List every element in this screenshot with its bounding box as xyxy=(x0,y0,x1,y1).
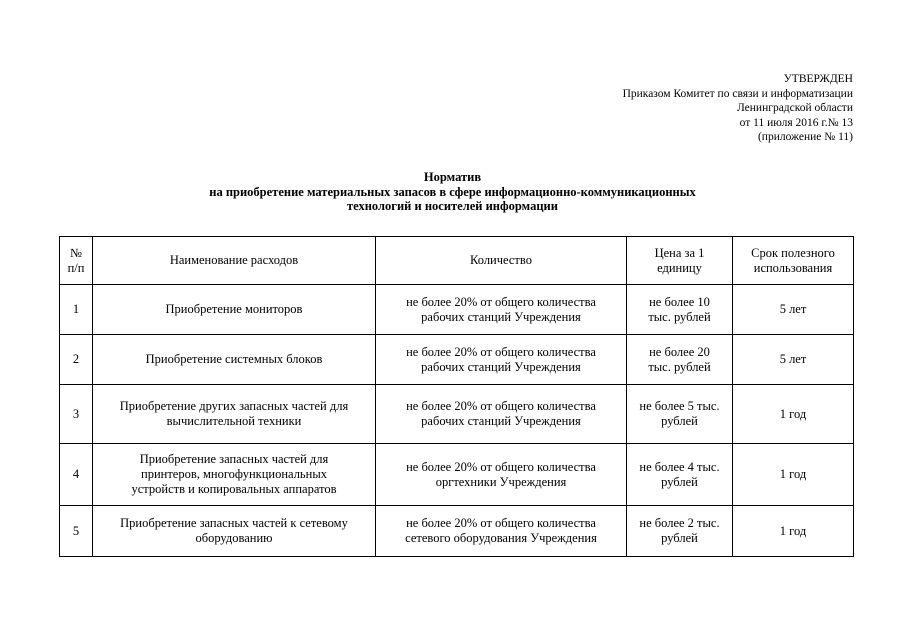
cell-text: не более 2 тыс. xyxy=(639,516,720,530)
header-price xyxy=(627,237,733,285)
cell-price xyxy=(627,506,733,557)
cell-text: Приобретение запасных частей для xyxy=(139,452,329,466)
table-header-row xyxy=(60,237,854,285)
cell-text: сетевого оборудования Учреждения xyxy=(405,531,597,545)
cell-text: рабочих станций Учреждения xyxy=(421,309,581,324)
cell-name xyxy=(93,335,376,385)
cell-name xyxy=(93,385,376,444)
cell-text: тыс. рублей xyxy=(648,359,711,374)
approval-line: Ленинградской области xyxy=(736,102,853,114)
cell-text: вычислительной техники xyxy=(166,414,302,428)
cell-text: рабочих станций Учреждения xyxy=(421,414,581,428)
cell-qty xyxy=(376,285,627,335)
header-name xyxy=(93,237,376,285)
header-text: Срок полезного xyxy=(751,245,835,260)
document-title xyxy=(0,170,905,214)
cell-num xyxy=(60,335,93,385)
cell-text: рублей xyxy=(661,414,698,428)
cell-text: 5 лет xyxy=(779,352,807,366)
norm-table xyxy=(59,236,854,557)
approval-stamp xyxy=(623,72,853,145)
cell-num xyxy=(60,444,93,506)
cell-term xyxy=(733,444,854,506)
cell-price xyxy=(627,285,733,335)
header-text: Количество xyxy=(470,253,532,267)
cell-num xyxy=(60,385,93,444)
cell-text: 1 год xyxy=(779,406,807,421)
table-row xyxy=(60,285,854,335)
cell-text: оборудованию xyxy=(195,531,273,545)
cell-text: не более 20% от общего количества xyxy=(406,459,596,474)
table-row xyxy=(60,444,854,506)
cell-text: тыс. рублей xyxy=(648,309,711,324)
table-row xyxy=(60,506,854,557)
cell-text: не более 20% от общего количества xyxy=(406,399,596,413)
cell-text: Приобретение мониторов xyxy=(165,302,303,316)
cell-price xyxy=(627,444,733,506)
cell-text: 1 xyxy=(72,302,80,316)
header-num xyxy=(60,237,93,285)
title-line: на приобретение материальных запасов в сфере информационно-коммуникационных xyxy=(209,184,696,199)
cell-text: не более 20% от общего количества xyxy=(406,516,596,530)
header-qty xyxy=(376,237,627,285)
header-text: использования xyxy=(753,260,833,275)
cell-text: 2 xyxy=(72,352,80,366)
cell-text: 5 xyxy=(72,523,80,538)
cell-num xyxy=(60,506,93,557)
cell-text: 4 xyxy=(72,467,80,481)
cell-text: 5 лет xyxy=(779,302,807,316)
cell-price xyxy=(627,385,733,444)
cell-text: рублей xyxy=(661,531,698,545)
header-term xyxy=(733,237,854,285)
table-row xyxy=(60,335,854,385)
cell-text: Приобретение других запасных частей для xyxy=(119,399,349,413)
title-line: Норматив xyxy=(423,170,482,184)
cell-num xyxy=(60,285,93,335)
cell-name xyxy=(93,506,376,557)
cell-qty xyxy=(376,385,627,444)
approval-line: от 11 июля 2016 г.№ 13 xyxy=(739,116,853,129)
cell-term xyxy=(733,506,854,557)
cell-text: не более 20% от общего количества xyxy=(406,344,596,359)
header-text: № xyxy=(70,245,82,260)
cell-name xyxy=(93,285,376,335)
cell-qty xyxy=(376,335,627,385)
header-text: единицу xyxy=(657,260,702,275)
cell-text: не более 10 xyxy=(649,294,710,309)
cell-text: Приобретение системных блоков xyxy=(145,352,323,366)
approval-line: Приказом Комитет по связи и информатизации xyxy=(622,87,853,100)
cell-text: 3 xyxy=(72,406,80,421)
header-text: п/п xyxy=(67,260,85,275)
cell-text: рабочих станций Учреждения xyxy=(421,359,581,374)
cell-text: Приобретение запасных частей к сетевому xyxy=(120,516,348,530)
cell-text: не более 4 тыс. xyxy=(639,459,720,474)
header-text: Цена за 1 xyxy=(654,245,705,260)
cell-qty xyxy=(376,506,627,557)
cell-text: устройств и копировальных аппаратов xyxy=(131,482,337,496)
cell-name xyxy=(93,444,376,506)
cell-text: не более 5 тыс. xyxy=(639,399,720,413)
cell-term xyxy=(733,335,854,385)
approval-line: (приложение № 11) xyxy=(757,131,853,143)
approval-line: УТВЕРЖДЕН xyxy=(783,73,853,85)
cell-text: 1 год xyxy=(779,467,807,481)
cell-text: рублей xyxy=(661,474,698,489)
cell-text: не более 20% от общего количества xyxy=(406,294,596,309)
cell-text: 1 год xyxy=(779,523,807,538)
cell-price xyxy=(627,335,733,385)
header-text: Наименование расходов xyxy=(169,253,299,267)
cell-term xyxy=(733,285,854,335)
title-line: технологий и носителей информации xyxy=(347,199,558,213)
cell-text: не более 20 xyxy=(649,344,710,359)
cell-text: принтеров, многофункциональных xyxy=(141,467,327,481)
table-row xyxy=(60,385,854,444)
cell-qty xyxy=(376,444,627,506)
cell-text: оргтехники Учреждения xyxy=(435,474,567,489)
cell-term xyxy=(733,385,854,444)
